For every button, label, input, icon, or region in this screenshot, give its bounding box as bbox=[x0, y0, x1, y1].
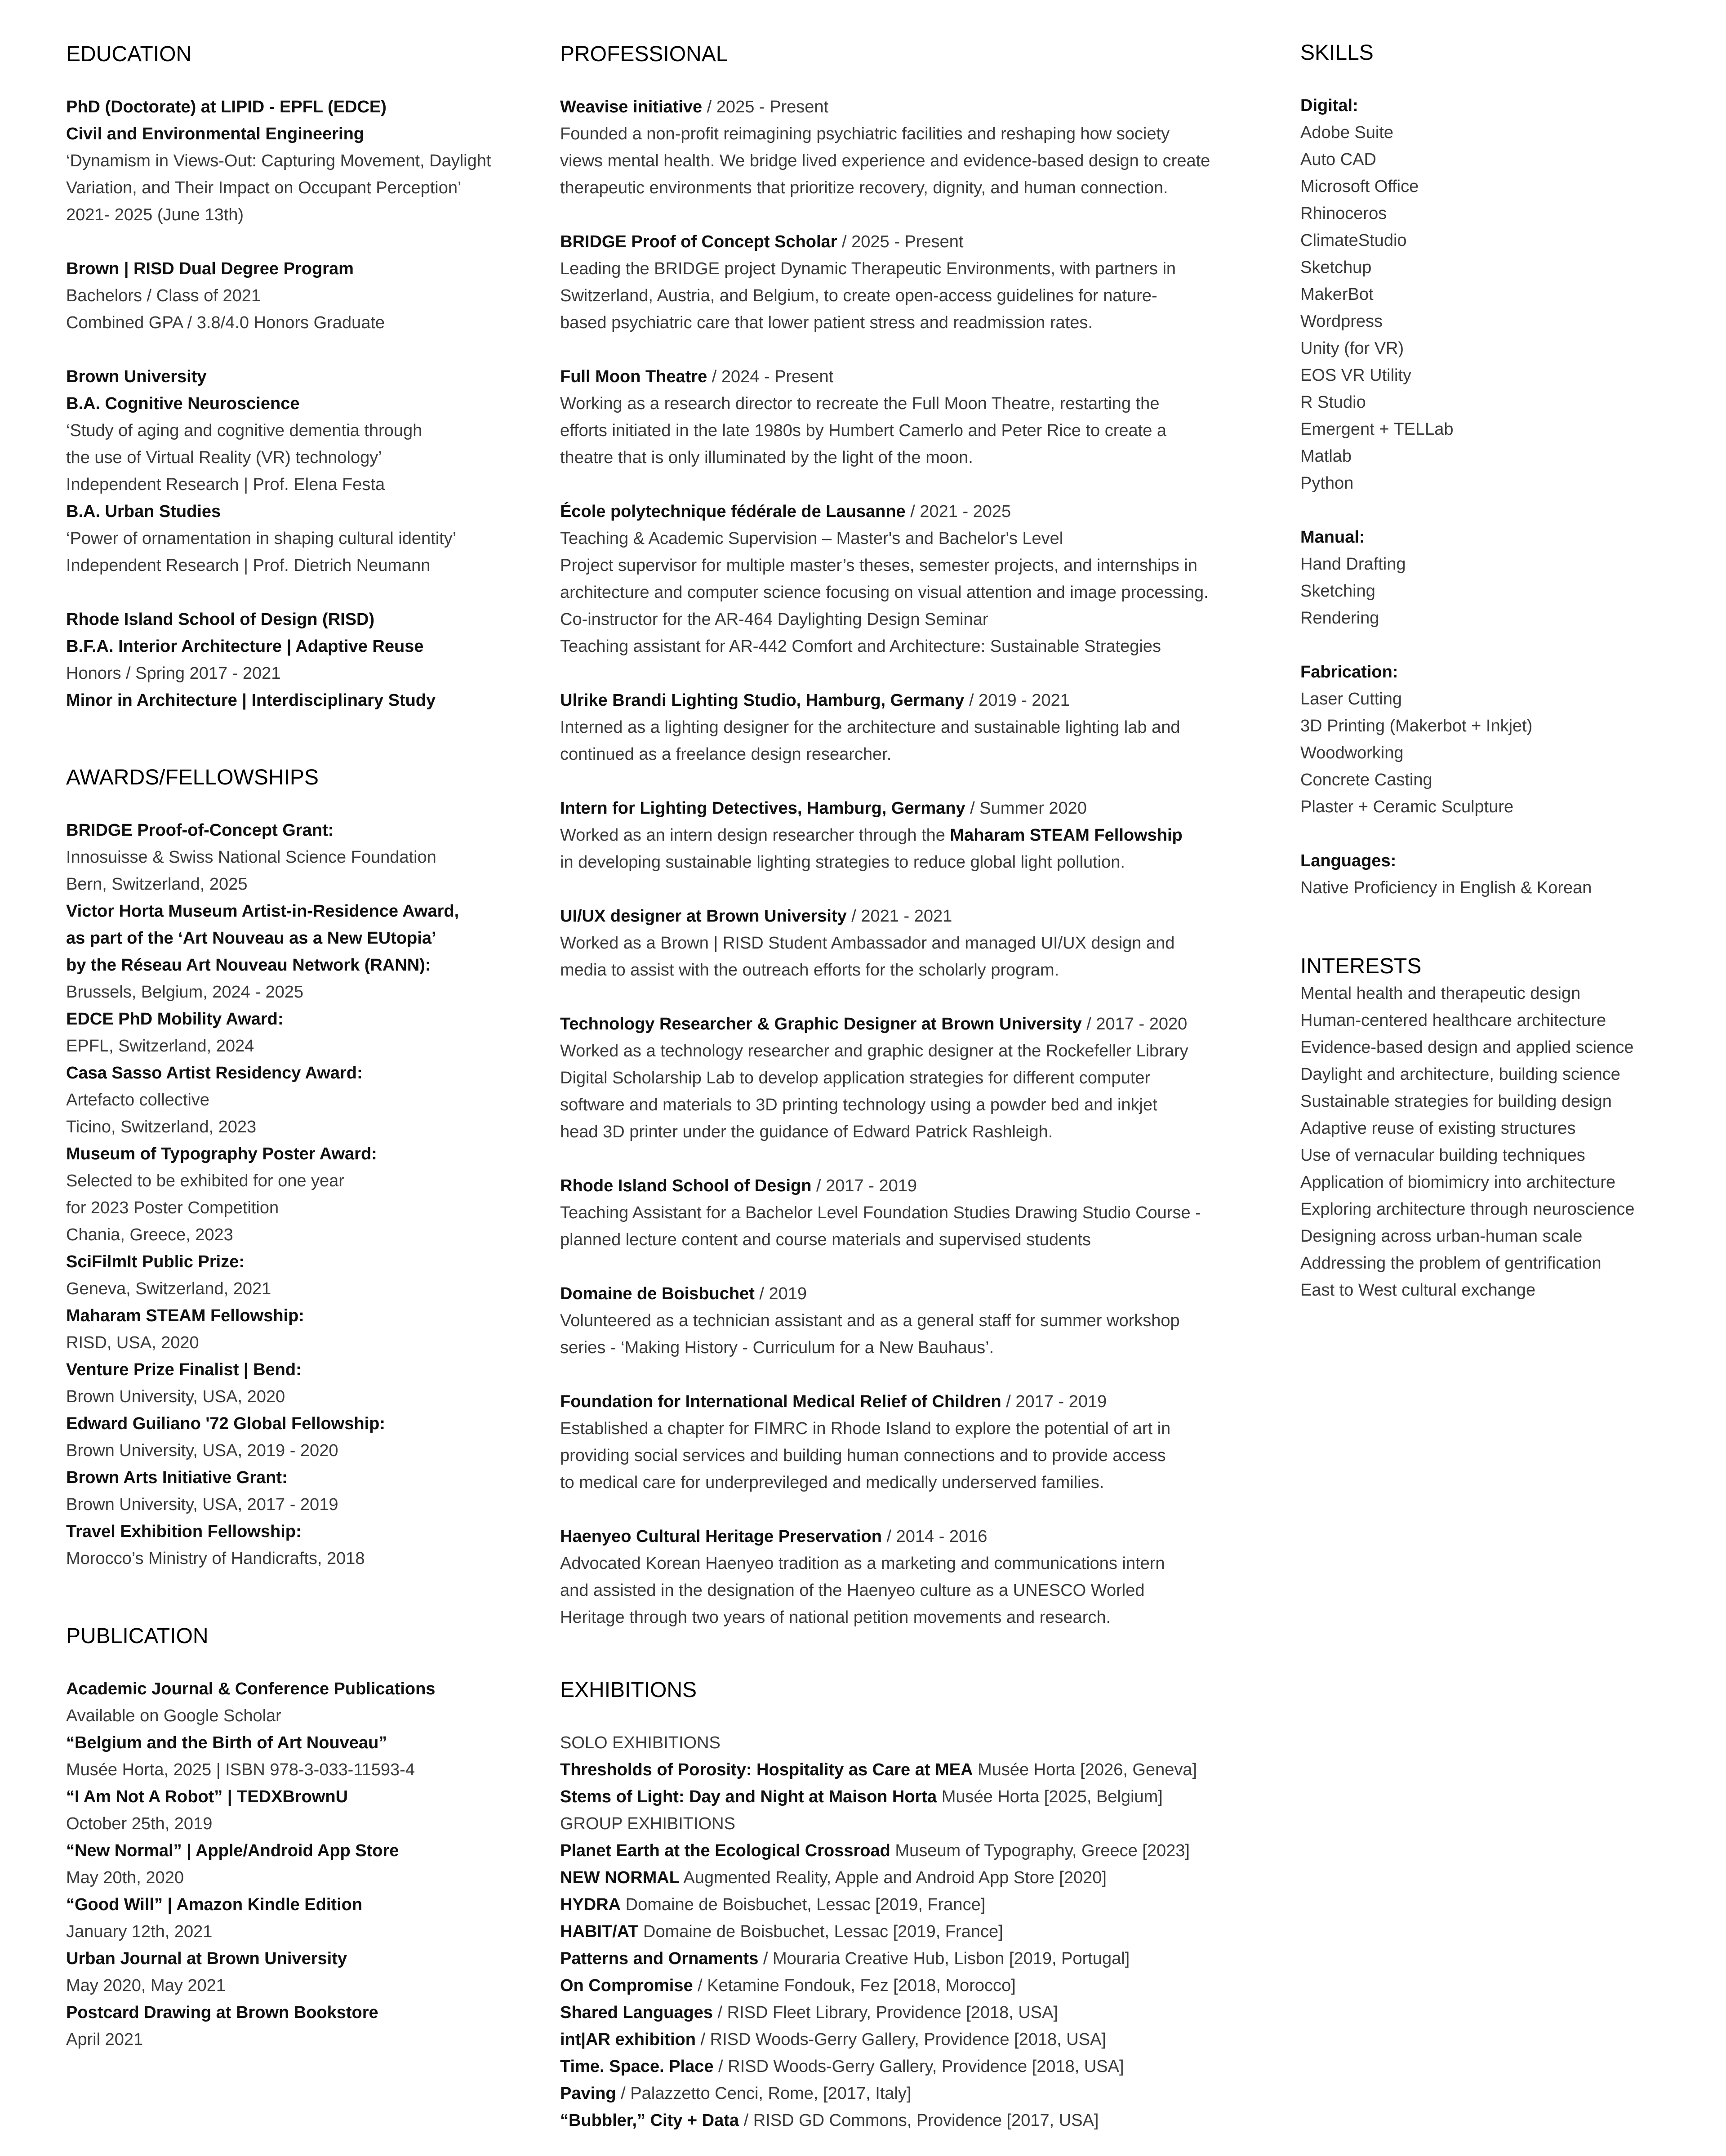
text-line: head 3D printer under the guidance of Edward Patrick Rashleigh. bbox=[560, 1123, 1053, 1141]
entry-title: Academic Journal & Conference Publications bbox=[66, 1679, 436, 1698]
entry-title: Weavise initiative bbox=[560, 98, 703, 116]
text-line: Combined GPA / 3.8/4.0 Honors Graduate bbox=[66, 313, 385, 332]
text-line: Brown University, USA, 2020 bbox=[66, 1387, 285, 1406]
interests-list bbox=[1300, 980, 1714, 1304]
text-line: MakerBot bbox=[1300, 285, 1374, 304]
text-line: May 20th, 2020 bbox=[66, 1868, 184, 1887]
entry-title: Travel Exhibition Fellowship: bbox=[66, 1522, 302, 1541]
text-line: Hand Drafting bbox=[1300, 555, 1406, 574]
text-line: Designing across urban-human scale bbox=[1300, 1227, 1583, 1246]
professional-section bbox=[560, 41, 1297, 1631]
awards-list bbox=[66, 817, 538, 1572]
text-line: Co-instructor for the AR-464 Daylighting Design Seminar bbox=[560, 610, 988, 629]
text-line: Python bbox=[1300, 474, 1354, 493]
text-line: to medical care for underprevileged and medically underserved families. bbox=[560, 1473, 1104, 1492]
entry-title: “Belgium and the Birth of Art Nouveau” bbox=[66, 1733, 387, 1752]
entry-title: “Bubbler,” City + Data bbox=[560, 2111, 739, 2130]
section-title: PROFESSIONAL bbox=[560, 42, 728, 66]
entry-title: Minor in Architecture | Interdisciplinary Study bbox=[66, 691, 436, 710]
entry-meta: Musée Horta [2025, Belgium] bbox=[937, 1787, 1163, 1806]
entry-heading bbox=[560, 228, 1297, 255]
entry-title: B.F.A. Interior Architecture | Adaptive Reuse bbox=[66, 637, 424, 656]
entry-meta: Museum of Typography, Greece [2023] bbox=[890, 1841, 1190, 1860]
spacer bbox=[560, 471, 1297, 498]
text-line: Adobe Suite bbox=[1300, 123, 1394, 142]
text-line: providing social services and building human connections and to provide access bbox=[560, 1446, 1166, 1465]
entry-meta: / RISD Woods-Gerry Gallery, Providence [2018, USA] bbox=[713, 2057, 1124, 2076]
entry-heading bbox=[560, 1172, 1297, 1199]
entry-title: Casa Sasso Artist Residency Award: bbox=[66, 1064, 363, 1082]
text-line: Matlab bbox=[1300, 447, 1352, 466]
text-line: EOS VR Utility bbox=[1300, 366, 1412, 385]
entry-heading bbox=[560, 1783, 1297, 1810]
entry-title: “Good Will” | Amazon Kindle Edition bbox=[66, 1895, 363, 1914]
text-line: media to assist with the outreach efforts for the scholarly program. bbox=[560, 961, 1059, 980]
entry-heading bbox=[560, 1918, 1297, 1945]
text-line: 2021- 2025 (June 13th) bbox=[66, 205, 244, 224]
publication-section bbox=[66, 1623, 538, 2053]
entry-title: “New Normal” | Apple/Android App Store bbox=[66, 1841, 399, 1860]
spacer bbox=[560, 660, 1297, 687]
text-line: Teaching Assistant for a Bachelor Level Foundation Studies Drawing Studio Course - bbox=[560, 1203, 1201, 1222]
entry-meta: / Mouraria Creative Hub, Lisbon [2019, Portugal] bbox=[758, 1949, 1130, 1968]
entry-title: Thresholds of Porosity: Hospitality as Care at MEA bbox=[560, 1760, 973, 1779]
text-line: 3D Printing (Makerbot + Inkjet) bbox=[1300, 717, 1533, 735]
text-line: the use of Virtual Reality (VR) technology’ bbox=[66, 448, 382, 467]
entry-heading bbox=[560, 1011, 1297, 1038]
spacer bbox=[1300, 497, 1714, 524]
text-line: therapeutic environments that prioritize recovery, dignity, and human connection. bbox=[560, 178, 1168, 197]
entry-meta: / 2014 - 2016 bbox=[881, 1527, 988, 1546]
text-line: Honors / Spring 2017 - 2021 bbox=[66, 664, 281, 683]
text-line: SOLO EXHIBITIONS bbox=[560, 1733, 721, 1752]
text-line: Sketchup bbox=[1300, 258, 1372, 277]
entry-title: Languages: bbox=[1300, 851, 1397, 870]
entry-title: Planet Earth at the Ecological Crossroad bbox=[560, 1841, 890, 1860]
section-title: PUBLICATION bbox=[66, 1624, 209, 1648]
entry-meta: / RISD Woods-Gerry Gallery, Providence [2018, USA] bbox=[695, 2030, 1106, 2049]
spacer bbox=[560, 768, 1297, 795]
entry-heading bbox=[560, 795, 1297, 822]
section-title: INTERESTS bbox=[1300, 954, 1422, 978]
spacer bbox=[560, 1253, 1297, 1280]
entry-title: Ulrike Brandi Lighting Studio, Hamburg, Germany bbox=[560, 691, 965, 710]
text-line: Innosuisse & Swiss National Science Foundation bbox=[66, 848, 436, 867]
entry-heading bbox=[560, 1891, 1297, 1918]
entry-meta: / 2019 - 2021 bbox=[964, 691, 1070, 710]
text-line: Use of vernacular building techniques bbox=[1300, 1146, 1585, 1165]
entry-title: Victor Horta Museum Artist-in-Residence Award, bbox=[66, 902, 459, 921]
entry-title: Stems of Light: Day and Night at Maison Horta bbox=[560, 1787, 937, 1806]
entry-title: Paving bbox=[560, 2084, 616, 2103]
text-line: Advocated Korean Haenyeo tradition as a marketing and communications intern bbox=[560, 1554, 1165, 1573]
text-line: Worked as a Brown | RISD Student Ambassador and managed UI/UX design and bbox=[560, 934, 1175, 953]
exhibitions-section bbox=[560, 1677, 1297, 2134]
entry-title: Intern for Lighting Detectives, Hamburg, Germany bbox=[560, 799, 965, 818]
entry-title: Postcard Drawing at Brown Bookstore bbox=[66, 2003, 378, 2022]
spacer bbox=[1300, 632, 1714, 659]
text-line: Geneva, Switzerland, 2021 bbox=[66, 1279, 271, 1298]
text-line: theatre that is only illuminated by the light of the moon. bbox=[560, 448, 973, 467]
entry-title: Venture Prize Finalist | Bend: bbox=[66, 1360, 302, 1379]
spacer bbox=[66, 228, 538, 255]
entry-title: BRIDGE Proof of Concept Scholar bbox=[560, 232, 837, 251]
text-line: and assisted in the designation of the Haenyeo culture as a UNESCO Worled bbox=[560, 1581, 1145, 1600]
text-line: Switzerland, Austria, and Belgium, to create open-access guidelines for nature- bbox=[560, 286, 1157, 305]
text-line: in developing sustainable lighting strategies to reduce global light pollution. bbox=[560, 853, 1125, 872]
text-line: Rendering bbox=[1300, 609, 1379, 628]
text-line: Founded a non-profit reimagining psychiatric facilities and reshaping how society bbox=[560, 125, 1170, 143]
text-line: Digital Scholarship Lab to develop application strategies for different computer bbox=[560, 1069, 1151, 1087]
entry-meta: / 2021 - 2021 bbox=[846, 907, 952, 926]
text-line: Bachelors / Class of 2021 bbox=[66, 286, 261, 305]
spacer bbox=[560, 876, 1297, 903]
text-line: Established a chapter for FIMRC in Rhode Island to explore the potential of art in bbox=[560, 1419, 1171, 1438]
entry-heading bbox=[560, 1837, 1297, 1864]
text-line: Application of biomimicry into architecture bbox=[1300, 1173, 1616, 1192]
text-line: Rhinoceros bbox=[1300, 204, 1387, 223]
entry-meta: / 2017 - 2019 bbox=[1001, 1392, 1107, 1411]
entry-meta: / 2021 - 2025 bbox=[905, 502, 1011, 521]
entry-title: Domaine de Boisbuchet bbox=[560, 1284, 755, 1303]
text-line: based psychiatric care that lower patient stress and readmission rates. bbox=[560, 313, 1093, 332]
text-line: Mental health and therapeutic design bbox=[1300, 984, 1581, 1003]
entry-heading bbox=[560, 1523, 1297, 1550]
text-line: Available on Google Scholar bbox=[66, 1706, 281, 1725]
entry-heading bbox=[560, 1756, 1297, 1783]
entry-meta: / RISD GD Commons, Providence [2017, USA] bbox=[739, 2111, 1099, 2130]
text-line: Artefacto collective bbox=[66, 1091, 209, 1109]
entry-title: Rhode Island School of Design (RISD) bbox=[66, 610, 375, 629]
text-line: April 2021 bbox=[66, 2030, 143, 2049]
spacer bbox=[560, 1361, 1297, 1388]
entry-meta: Domaine de Boisbuchet, Lessac [2019, France] bbox=[638, 1922, 1003, 1941]
text-line: Woodworking bbox=[1300, 744, 1404, 762]
entry-meta: / Palazzetto Cenci, Rome, [2017, Italy] bbox=[616, 2084, 912, 2103]
entry-title: Brown University bbox=[66, 367, 207, 386]
text-line: ‘Dynamism in Views-Out: Capturing Movement, Daylight bbox=[66, 151, 491, 170]
text-line: Emergent + TELLab bbox=[1300, 420, 1454, 439]
entry-title: Civil and Environmental Engineering bbox=[66, 125, 364, 143]
text-line: Sketching bbox=[1300, 582, 1375, 601]
education-section bbox=[66, 41, 538, 714]
text-line: Variation, and Their Impact on Occupant Perception’ bbox=[66, 178, 462, 197]
text-line: Ticino, Switzerland, 2023 bbox=[66, 1118, 257, 1136]
publication-list bbox=[66, 1675, 538, 2053]
text-line: Brussels, Belgium, 2024 - 2025 bbox=[66, 983, 304, 1002]
text-line: Project supervisor for multiple master’s theses, semester projects, and internships in bbox=[560, 556, 1197, 575]
skills-list bbox=[1300, 92, 1714, 901]
text-line: East to West cultural exchange bbox=[1300, 1281, 1536, 1300]
entry-heading bbox=[560, 2026, 1297, 2053]
entry-meta: / Summer 2020 bbox=[965, 799, 1087, 818]
text-line: Teaching assistant for AR-442 Comfort and Architecture: Sustainable Strategies bbox=[560, 637, 1161, 656]
entry-heading bbox=[560, 1999, 1297, 2026]
spacer bbox=[560, 1145, 1297, 1172]
text-line: Chania, Greece, 2023 bbox=[66, 1225, 233, 1244]
entry-title: B.A. Urban Studies bbox=[66, 502, 221, 521]
text-line: Leading the BRIDGE project Dynamic Therapeutic Environments, with partners in bbox=[560, 259, 1176, 278]
spacer bbox=[560, 336, 1297, 363]
entry-title: EDCE PhD Mobility Award: bbox=[66, 1010, 284, 1029]
text-line: Wordpress bbox=[1300, 312, 1383, 331]
entry-meta: Musée Horta [2026, Geneva] bbox=[973, 1760, 1197, 1779]
text-line: Brown University, USA, 2017 - 2019 bbox=[66, 1495, 338, 1514]
spacer bbox=[66, 336, 538, 363]
text-line: series - ‘Making History - Curriculum for a New Bauhaus’. bbox=[560, 1338, 994, 1357]
entry-title: Foundation for International Medical Relief of Children bbox=[560, 1392, 1001, 1411]
entry-meta: / 2017 - 2019 bbox=[811, 1176, 917, 1195]
text-line: Adaptive reuse of existing structures bbox=[1300, 1119, 1576, 1138]
education-list bbox=[66, 94, 538, 714]
text-line: Native Proficiency in English & Korean bbox=[1300, 878, 1592, 897]
section-title: AWARDS/FELLOWSHIPS bbox=[66, 766, 319, 789]
entry-heading bbox=[560, 1945, 1297, 1972]
entry-title: Brown Arts Initiative Grant: bbox=[66, 1468, 288, 1487]
entry-title: Edward Guiliano '72 Global Fellowship: bbox=[66, 1414, 386, 1433]
entry-meta: / 2017 - 2020 bbox=[1081, 1015, 1188, 1033]
text-line: Unity (for VR) bbox=[1300, 339, 1404, 358]
entry-heading bbox=[560, 1280, 1297, 1307]
entry-heading bbox=[560, 1972, 1297, 1999]
text-line: planned lecture content and course materials and supervised students bbox=[560, 1230, 1091, 1249]
entry-title: Haenyeo Cultural Heritage Preservation bbox=[560, 1527, 882, 1546]
text-line: Sustainable strategies for building design bbox=[1300, 1092, 1612, 1111]
text-line: RISD, USA, 2020 bbox=[66, 1333, 199, 1352]
text-line: continued as a freelance design researcher. bbox=[560, 745, 892, 764]
text-line: Human-centered healthcare architecture bbox=[1300, 1011, 1606, 1030]
text-line: Laser Cutting bbox=[1300, 690, 1402, 708]
section-title: EXHIBITIONS bbox=[560, 1678, 697, 1702]
entry-heading bbox=[560, 1388, 1297, 1415]
entry-heading bbox=[560, 2053, 1297, 2080]
entry-title: Digital: bbox=[1300, 96, 1358, 115]
text-line: October 25th, 2019 bbox=[66, 1814, 213, 1833]
entry-title: Brown | RISD Dual Degree Program bbox=[66, 259, 354, 278]
entry-title: BRIDGE Proof-of-Concept Grant: bbox=[66, 821, 334, 840]
awards-section bbox=[66, 764, 538, 1572]
spacer bbox=[560, 984, 1297, 1011]
entry-title: HABIT/AT bbox=[560, 1922, 639, 1941]
entry-meta: / 2025 - Present bbox=[837, 232, 964, 251]
entry-title: UI/UX designer at Brown University bbox=[560, 907, 847, 926]
text-line: GROUP EXHIBITIONS bbox=[560, 1814, 735, 1833]
entry-heading bbox=[560, 363, 1297, 390]
interests-section bbox=[1300, 953, 1714, 1304]
text-line: Daylight and architecture, building science bbox=[1300, 1065, 1620, 1084]
text-line: Independent Research | Prof. Dietrich Neumann bbox=[66, 556, 431, 575]
text-line: architecture and computer science focusing on visual attention and image processing. bbox=[560, 583, 1209, 602]
entry-title: int|AR exhibition bbox=[560, 2030, 696, 2049]
text-line: ‘Power of ornamentation in shaping cultural identity’ bbox=[66, 529, 457, 548]
text-line: Selected to be exhibited for one year bbox=[66, 1172, 344, 1190]
entry-heading bbox=[560, 2080, 1297, 2107]
text-line: Brown University, USA, 2019 - 2020 bbox=[66, 1441, 338, 1460]
entry-meta: / 2019 bbox=[754, 1284, 807, 1303]
entry-title: Rhode Island School of Design bbox=[560, 1176, 812, 1195]
text-line: Musée Horta, 2025 | ISBN 978-3-033-11593-4 bbox=[66, 1760, 415, 1779]
entry-meta: Augmented Reality, Apple and Android App Store [2020] bbox=[679, 1868, 1107, 1887]
text-line: Bern, Switzerland, 2025 bbox=[66, 875, 248, 894]
text-line: ‘Study of aging and cognitive dementia through bbox=[66, 421, 423, 440]
text-line: Evidence-based design and applied science bbox=[1300, 1038, 1634, 1057]
entry-title: Full Moon Theatre bbox=[560, 367, 707, 386]
entry-title: On Compromise bbox=[560, 1976, 693, 1995]
text-line: ClimateStudio bbox=[1300, 231, 1407, 250]
entry-title: HYDRA bbox=[560, 1895, 621, 1914]
text-line: January 12th, 2021 bbox=[66, 1922, 213, 1941]
entry-title: Fabrication: bbox=[1300, 663, 1398, 682]
entry-title: Urban Journal at Brown University bbox=[66, 1949, 347, 1968]
description-highlight: Maharam STEAM Fellowship bbox=[950, 826, 1183, 845]
description-text: Worked as an intern design researcher through the bbox=[560, 826, 950, 845]
entry-title: Shared Languages bbox=[560, 2003, 713, 2022]
entry-title: Patterns and Ornaments bbox=[560, 1949, 759, 1968]
entry-title: PhD (Doctorate) at LIPID - EPFL (EDCE) bbox=[66, 98, 387, 116]
text-line: Interned as a lighting designer for the architecture and sustainable lighting lab and bbox=[560, 718, 1180, 737]
entry-heading bbox=[560, 2107, 1297, 2134]
entry-title: Maharam STEAM Fellowship: bbox=[66, 1306, 304, 1325]
text-line: Volunteered as a technician assistant and as a general staff for summer workshop bbox=[560, 1311, 1180, 1330]
entry-heading bbox=[560, 1864, 1297, 1891]
entry-title: Time. Space. Place bbox=[560, 2057, 714, 2076]
spacer bbox=[1300, 820, 1714, 847]
text-line: views mental health. We bridge lived experience and evidence-based design to create bbox=[560, 151, 1210, 170]
description-line bbox=[560, 822, 1297, 849]
text-line: Exploring architecture through neuroscience bbox=[1300, 1200, 1635, 1219]
entry-meta: / 2024 - Present bbox=[707, 367, 834, 386]
entry-heading bbox=[560, 498, 1297, 525]
text-line: EPFL, Switzerland, 2024 bbox=[66, 1037, 254, 1056]
skills-section bbox=[1300, 40, 1714, 901]
text-line: R Studio bbox=[1300, 393, 1366, 412]
text-line: Microsoft Office bbox=[1300, 177, 1419, 196]
entry-heading bbox=[560, 687, 1297, 714]
entry-title: Museum of Typography Poster Award: bbox=[66, 1145, 377, 1163]
entry-title: “I Am Not A Robot” | TEDXBrownU bbox=[66, 1787, 348, 1806]
entry-title: SciFilmIt Public Prize: bbox=[66, 1252, 245, 1271]
entry-title: B.A. Cognitive Neuroscience bbox=[66, 394, 300, 413]
text-line: Worked as a technology researcher and graphic designer at the Rockefeller Library bbox=[560, 1042, 1188, 1060]
entry-title: École polytechnique fédérale de Lausanne bbox=[560, 502, 906, 521]
text-line: Auto CAD bbox=[1300, 150, 1376, 169]
text-line: Working as a research director to recreate the Full Moon Theatre, restarting the bbox=[560, 394, 1160, 413]
text-line: Heritage through two years of national petition movements and research. bbox=[560, 1608, 1111, 1627]
entry-title: Technology Researcher & Graphic Designer at Brown University bbox=[560, 1015, 1082, 1033]
text-line: Teaching & Academic Supervision – Master's and Bachelor's Level bbox=[560, 529, 1063, 548]
text-line: May 2020, May 2021 bbox=[66, 1976, 226, 1995]
entry-meta: / RISD Fleet Library, Providence [2018, USA] bbox=[712, 2003, 1059, 2022]
entry-meta: Domaine de Boisbuchet, Lessac [2019, France] bbox=[621, 1895, 986, 1914]
entry-meta: / 2025 - Present bbox=[702, 98, 829, 116]
text-line: for 2023 Poster Competition bbox=[66, 1198, 279, 1217]
text-line: efforts initiated in the late 1980s by Humbert Camerlo and Peter Rice to create a bbox=[560, 421, 1167, 440]
text-line: software and materials to 3D printing technology using a powder bed and inkjet bbox=[560, 1096, 1157, 1114]
entry-title: Manual: bbox=[1300, 528, 1365, 547]
text-line: Morocco’s Ministry of Handicrafts, 2018 bbox=[66, 1549, 365, 1568]
exhibitions-list bbox=[560, 1729, 1297, 2134]
spacer bbox=[560, 201, 1297, 228]
professional-list bbox=[560, 94, 1297, 1631]
text-line: Addressing the problem of gentrification bbox=[1300, 1254, 1601, 1273]
text-line: Concrete Casting bbox=[1300, 771, 1432, 789]
entry-title: NEW NORMAL bbox=[560, 1868, 680, 1887]
entry-meta: / Ketamine Fondouk, Fez [2018, Morocco] bbox=[693, 1976, 1016, 1995]
text-line: Plaster + Ceramic Sculpture bbox=[1300, 797, 1514, 816]
section-title: EDUCATION bbox=[66, 42, 192, 66]
spacer bbox=[66, 579, 538, 606]
spacer bbox=[560, 1496, 1297, 1523]
text-line: Independent Research | Prof. Elena Festa bbox=[66, 475, 385, 494]
section-title: SKILLS bbox=[1300, 41, 1374, 65]
entry-title: by the Réseau Art Nouveau Network (RANN): bbox=[66, 956, 431, 975]
entry-heading bbox=[560, 903, 1297, 930]
entry-title: as part of the ‘Art Nouveau as a New EUtopia’ bbox=[66, 929, 436, 948]
entry-heading bbox=[560, 94, 1297, 120]
